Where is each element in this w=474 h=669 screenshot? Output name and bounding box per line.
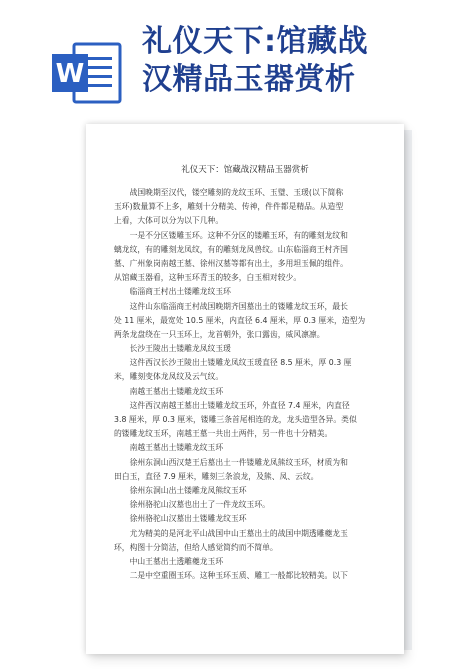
body-line: 的镂雕龙纹玉环，南越王墓一共出土两件，另一件也十分精美。 [114, 429, 333, 439]
body-line: 环，构图十分简洁，但给人感觉简约而不简单。 [114, 542, 278, 552]
body-line: 处 11 厘米，最宽处 10.5 厘米，内直径 6.4 厘米，厚 0.3 厘米，造型为 [114, 315, 366, 325]
body-line: 螭龙纹，有的雕刻龙凤纹，有的雕刻龙凤兽纹。山东临淄商王村齐国 [114, 244, 348, 254]
body-line: 这件西汉长沙王陵出土镂雕龙凤纹玉瑗直径 8.5 厘米，厚 0.3 厘 [114, 358, 352, 368]
body-line: 长沙王陵出土镂雕龙凤纹玉瑗 [114, 344, 231, 354]
svg-text:W: W [55, 59, 85, 89]
body-line: 这件山东临淄商王村战国晚期齐国墓出土的镂雕龙纹玉环，最长 [114, 301, 348, 311]
body-line: 临淄商王村出土镂雕龙纹玉环 [114, 287, 231, 297]
body-line: 这件西汉南越王墓出土镂雕龙纹玉环，外直径 7.4 厘米，内直径 [114, 400, 350, 410]
body-line: 徐州东洞山西汉楚王后墓出土一件镂雕龙凤熊纹玉环，材质为和 [114, 457, 348, 467]
document-body [114, 186, 384, 583]
body-line: 墓、广州象岗南越王墓、徐州汉墓等都有出土，多用坦玉佩的组件。 [114, 258, 348, 268]
page-title [142, 23, 462, 99]
body-line: 两条龙盘绕在一只玉环上，龙首朝外，张口露齿，威风凛凛。 [114, 329, 325, 339]
word-document-icon [50, 40, 126, 106]
body-line: 3.8 厘米，厚 0.3 厘米，镂雕三条首尾相连的龙，龙头造型各异。类似 [114, 415, 357, 424]
page-title-line-1: 礼仪天下:馆藏战 [142, 24, 368, 59]
document-title: 礼仪天下：馆藏战汉精品玉器赏析 [181, 165, 309, 175]
body-line: 田白玉，直径 7.9 厘米，雕刻三条浪龙，及熊、凤、云纹。 [114, 471, 319, 481]
body-line: 南越王墓出土镂雕龙纹玉环 [114, 386, 224, 396]
body-line: 尤为精美的是河北平山战国中山王墓出土的战国中期透雕夔龙玉 [114, 528, 348, 538]
body-line: 二是中空重圈玉环。这种玉环玉质、雕工一般都比较精美。以下 [114, 571, 348, 581]
document-page [86, 124, 404, 654]
body-line: 南越王墓出土镂雕龙纹玉环 [114, 443, 224, 453]
body-line: 徐州东洞山出土镂雕龙凤熊纹玉环 [114, 485, 247, 495]
body-line: 玉环)数量算不上多，雕刻十分精美、传神，件件都是精品。从造型 [114, 202, 344, 212]
body-line: 战国晚期至汉代，镂空雕刻的龙纹玉环、玉璧、玉瑗(以下简称 [114, 188, 344, 197]
body-line: 从馆藏玉器看，这种玉环青玉的较多，白玉相对较少。 [114, 273, 302, 283]
body-line: 徐州骆驼山汉墓出土镂雕龙纹玉环 [114, 514, 247, 524]
page-title-line-2: 汉精品玉器赏析 [142, 62, 356, 97]
body-line: 上看，大体可以分为以下几种。 [114, 216, 224, 226]
body-line: 徐州骆驼山汉墓也出土了一件龙纹玉环。 [114, 500, 270, 510]
body-line: 米，雕刻变体龙凤纹及云气纹。 [114, 372, 224, 382]
body-line: 一是不分区镂雕玉环。这种不分区的镂雕玉环，有的雕刻龙纹和 [114, 230, 348, 240]
body-line: 中山王墓出土透雕夔龙玉环 [114, 556, 224, 566]
